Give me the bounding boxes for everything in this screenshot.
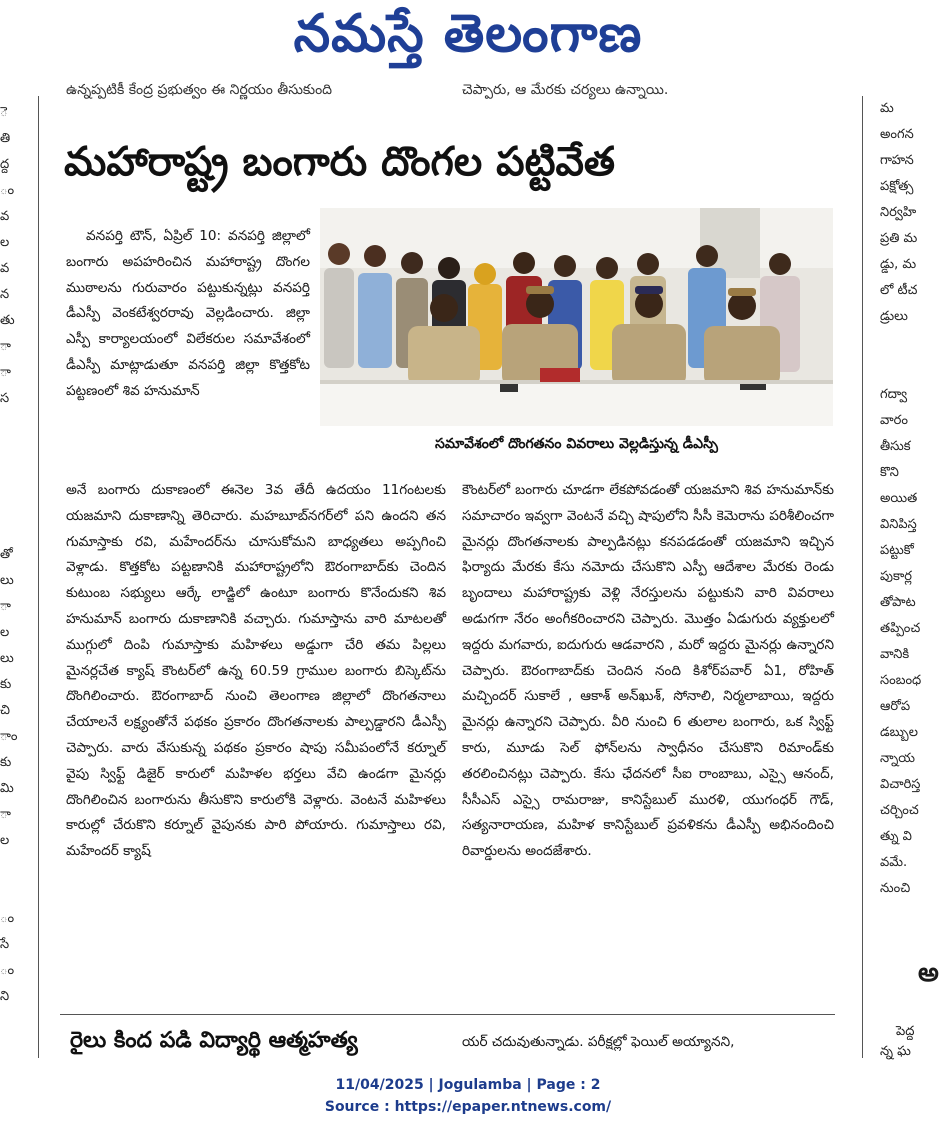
right-margin-big-letter: అ: [918, 958, 939, 988]
left-margin-column: [0, 100, 36, 1010]
right-margin-fragment: వినిపిస్త: [880, 517, 917, 532]
right-margin-fragment: తోపాట: [880, 595, 916, 610]
right-margin-fragment: మ: [880, 101, 894, 116]
right-margin-column: [880, 96, 936, 902]
right-margin-fragment: నిర్వహి: [880, 205, 917, 220]
right-margin-fragment: వమే.: [880, 855, 908, 870]
left-margin-fragment: తు: [0, 313, 15, 328]
left-column-rule: [38, 96, 39, 1058]
right-margin-fragment: గాహన: [880, 153, 914, 168]
left-margin-fragment: ం: [0, 963, 15, 978]
left-margin-fragment: ం: [0, 911, 15, 926]
right-margin-fragment: ప్రతి మ: [880, 231, 918, 246]
left-margin-fragment: చి: [0, 703, 10, 718]
previous-story-tail: [58, 82, 858, 104]
right-margin-fragment: అంగన: [880, 127, 914, 142]
left-margin-fragment: న: [0, 287, 10, 302]
previous-story-tail-left: ఉన్నప్పటికీ కేంద్ర ప్రభుత్వం ఈ నిర్ణయం తీసుకుంది: [66, 82, 333, 98]
left-margin-fragment: ల: [0, 833, 10, 848]
right-margin-fragment: చర్చించ: [880, 803, 919, 818]
footer-source: Source : https://epaper.ntnews.com/: [324, 1099, 612, 1115]
footer: [0, 1074, 936, 1118]
left-margin-fragment: ల: [0, 235, 10, 250]
left-margin-fragment: [0, 412, 36, 438]
right-margin-fragment: లో టీచ: [880, 283, 918, 298]
next-story-first-line: యర్ చదువుతున్నాడు. పరీక్షల్లో ఫెయిల్ అయ్యానని,: [462, 1034, 735, 1050]
left-margin-fragment: ా: [0, 807, 11, 822]
left-margin-fragment: మి: [0, 781, 14, 796]
left-margin-fragment: [0, 854, 36, 880]
photo-caption: సమావేశంలో దొంగతనం వివరాలు వెల్లడిస్తున్న డీఎస్పీ: [435, 436, 718, 452]
left-margin-fragment: [0, 464, 36, 490]
left-margin-fragment: ె: [0, 105, 8, 120]
left-margin-fragment: ా: [0, 599, 11, 614]
article-lead-paragraph: వనపర్తి టౌన్, ఏప్రిల్ 10: వనపర్తి జిల్లాలో బంగారు అపహరించిన మహారాష్ట్ర దొంగల ముఠాలను గురువారం పట్టుకున్నట్లు వనపర్తి డీఎస్పీ వెంకటేశ్వరరావు వెల్లడించారు. జిల్లా ఎస్పీ కార్యాలయంలో విలేకరుల సమావేశంలో డీఎస్పీ మాట్లాడుతూ వనపర్తి జిల్లా కొత్తకోట పట్టణంలో శివ హనుమాన్: [66, 228, 310, 399]
right-margin-fragment: సంబంధ: [880, 673, 922, 688]
right-margin-fragment: [880, 356, 936, 382]
left-margin-fragment: వ: [0, 209, 10, 224]
left-margin-fragment: [0, 490, 36, 516]
newspaper-title: నమస్తే తెలంగాణ: [293, 3, 643, 64]
left-margin-fragment: [0, 516, 36, 542]
left-margin-fragment: ం: [0, 183, 15, 198]
right-margin-fragment: న్నాయ: [880, 751, 915, 766]
right-margin-fragment: పక్షోత్స: [880, 179, 914, 194]
article-headline: మహారాష్ట్ర బంగారు దొంగల పట్టివేత: [64, 139, 616, 185]
left-margin-fragment: వ: [0, 261, 10, 276]
right-margin-line-1: పెద్ద: [896, 1024, 915, 1039]
left-margin-fragment: కు: [0, 755, 12, 770]
left-margin-fragment: ల: [0, 625, 10, 640]
news-photo: [320, 208, 833, 426]
left-margin-fragment: ని: [0, 989, 10, 1004]
right-margin-fragment: తప్పించ: [880, 621, 921, 636]
left-margin-fragment: కు: [0, 677, 12, 692]
right-margin-fragment: త్ను వి: [880, 829, 912, 844]
right-margin-fragment: అయిత: [880, 491, 918, 506]
right-margin-fragment: ఆరోప: [880, 699, 911, 714]
left-margin-fragment: తి: [0, 131, 11, 146]
next-story-headline: రైలు కింద పడి విద్యార్థి ఆత్మహత్య: [70, 1028, 358, 1053]
story-separator: [60, 1014, 835, 1015]
left-margin-fragment: [0, 438, 36, 464]
article-column-2-text: కౌంటర్‌లో బంగారు చూడగా లేకపోవడంతో యజమాని శివ హనుమాన్‌కు సమాచారం ఇవ్వగా వెంటనే వచ్చి షాపులోని సీసీ కెమెరాను పరిశీలించగా మైనర్లు దొంగతనాలకు పాల్పడినట్లు కనపడడంతో యజమాని ఇచ్చిన ఫిర్యాదు మేరకు కేసు నమోదు చేసుకొని ఎస్పీ ఆదేశాల మేరకు రెండు బృందాలు మహారాష్ట్రకు వెళ్లి నేరస్తులను పట్టుకుని వారి వివరాలు అడుగగా నేరం అంగీకరించారని చెప్పారు. మొత్తం ఏడుగురు వ్యక్తులలో ఇద్దరు మగవారు, ఐదుగురు ఆడవారని , మరో ఇద్దరు మైనర్లు ఉన్నారని చెప్పారు. ఔరంగాబాద్‌కు చెందిన నంది కిశోర్‌పవార్ ఏ1, రోహిత్ మచ్చిందర్ సుకాలే , ఆకాశ్ అన్‌ఖుశ్, సోనాలి, నిర్మలాబాయి, ఇద్దరు మైనర్లు ఉన్నారని చెప్పారు. వీరి నుంచి 6 తులాల బంగారు, ఒక స్విఫ్ట్ కారు, మూడు సెల్ ఫోన్‌లను స్వాధీనం చేసుకొని రిమాండ్‌కు తరలించినట్లు చెప్పారు. కేసు ఛేదనలో సీఐ రాంబాబు, ఎస్సై ఆనంద్, సీసీఎస్ ఎస్సై రామరాజు, కానిస్టేబుల్ మురళి, యుగంధర్ గౌడ్, సత్యనారాయణ, మహిళ కానిస్టేబుల్ ప్రవళిక‌ను డీఎస్పీ అభినందించి రివార్డులను అందజేశారు.: [462, 482, 834, 860]
left-margin-fragment: లు: [0, 573, 14, 588]
right-margin-fragment: తీసుక: [880, 439, 911, 454]
footer-date-edition: 11/04/2025 | Jogulamba | Page : 2: [335, 1077, 601, 1093]
right-margin-fragment: డబ్బుల: [880, 725, 918, 740]
left-margin-fragment: ాం: [0, 729, 18, 744]
left-margin-fragment: సే: [0, 937, 10, 952]
article-lead-column: [66, 224, 310, 405]
left-margin-fragment: తో: [0, 547, 13, 562]
right-margin-line-2: న్న ఘ: [880, 1044, 911, 1059]
previous-story-tail-right: చెప్పారు, ఆ మేరకు చర్యలు ఉన్నాయి.: [462, 82, 669, 98]
left-margin-fragment: లు: [0, 651, 14, 666]
left-margin-fragment: [0, 880, 36, 906]
right-column-rule: [862, 96, 863, 1058]
article-column-1-text: అనే బంగారు దుకాణంలో ఈనెల 3వ తేదీ ఉదయం 11గంటలకు యజమాని దుకాణాన్ని తెరిచారు. మహబూబ్‌నగర్‌లో పని ఉందని తన గుమాస్తాకు రవి, మహేందర్‌ను చూసుకోమని బాధ్యతలు అప్పగించి వెళ్లాడు. కొత్తకోట పట్టణానికి మహారాష్ట్రలోని ఔరంగాబాద్‌కు చెందిన కుటుంబ సభ్యులు ఆర్కే లాడ్జిలో ఉంటూ బంగారు కొనేందుకని శివ హనుమాన్ బంగారు దుకాణానికి వచ్చారు. గుమాస్తాను వారి మాటలతో ముగ్గులో దింపి గుమాస్తాకు మహిళలు అడ్డుగా చేరి తమ పిల్లలు మైనర్లచేత క్యాష్ కౌంటర్‌లో ఉన్న 60.59 గ్రాముల బంగారు బిస్కెట్‌ను దొంగిలించారు. ఔరంగాబాద్ నుంచి తెలంగాణ జిల్లాలో దొంగతనాలు చేయాలనే లక్ష్యంతోనే పథకం ప్రకారం దొంగతనాలకు పాల్పడ్డారని డీఎస్పీ చెప్పారు. వారు వేసుకున్న పథకం ప్రకారం షాపు సమీపంలోనే కర్నూల్ వైపు స్విఫ్ట్ డిజైర్ కారులో మహిళల భర్తలు వేచి ఉండగా మైనర్లు దొంగిలించిన బంగారును తీసుకొని కారులోకి వెళ్లారు. వెంటనే మహిళలు కారుల్లో చేరుకొని కర్నూల్ వైపునకు పారి పోయారు. గుమాస్తాలు రవి, మహేందర్ క్యాష్: [66, 482, 446, 860]
right-margin-fragment: పుకార్ల: [880, 569, 912, 584]
right-margin-fragment: విచారిస్త: [880, 777, 921, 792]
right-margin-fragment: పట్టుకో: [880, 543, 914, 558]
right-margin-fragment: డ్డు, మ: [880, 257, 917, 272]
right-margin-fragment: వారం: [880, 413, 908, 428]
left-margin-fragment: ద్ద: [0, 157, 10, 172]
right-margin-fragment: వానికి: [880, 647, 910, 662]
left-margin-fragment: ా: [0, 365, 11, 380]
right-margin-fragment: నుంచి: [880, 881, 911, 896]
masthead: [0, 0, 936, 80]
right-margin-fragment: గద్వా: [880, 387, 908, 402]
right-margin-fragment: [880, 330, 936, 356]
left-margin-fragment: ా: [0, 339, 11, 354]
photo-illustration: [320, 208, 833, 426]
right-margin-fragment: కొని: [880, 465, 899, 480]
article-column-2: [462, 478, 834, 865]
right-margin-fragment: డ్రులు: [880, 309, 908, 324]
article-column-1: [66, 478, 446, 865]
left-margin-fragment: స: [0, 391, 10, 406]
